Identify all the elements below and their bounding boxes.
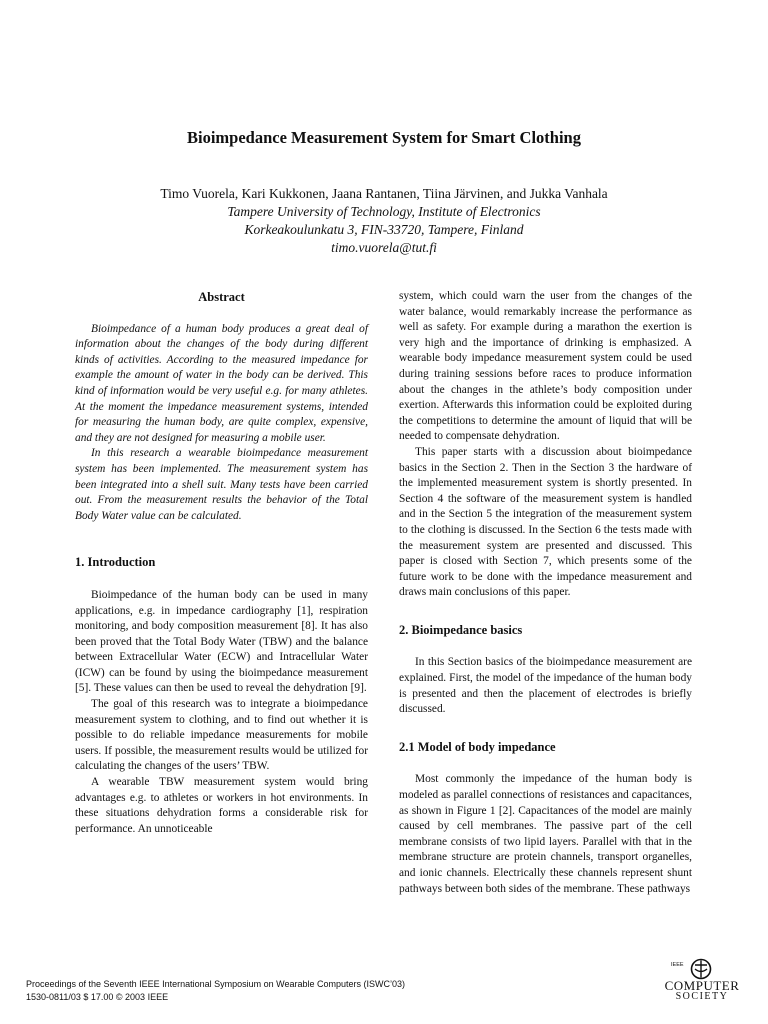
author-block <box>0 185 768 257</box>
section-2-heading: 2. Bioimpedance basics <box>399 622 523 637</box>
author-email: timo.vuorela@tut.fi <box>331 240 437 255</box>
ieee-mark: IEEE <box>671 962 684 968</box>
abstract-heading: Abstract <box>198 290 245 304</box>
section-2-1-heading: 2.1 Model of body impedance <box>399 739 556 754</box>
footer-copyright-line: 1530-0811/03 $ 17.00 © 2003 IEEE <box>26 992 169 1002</box>
proceedings-footer <box>26 978 405 1004</box>
intro-paragraph-1: Bioimpedance of the human body can be used in many applications, e.g. in impedance cardiography [1], respiration monitoring, and body composition measurement [8]. It has also been proved that the Total Body Water (TBW) and the balance between Extracellular Water (ECW) and Intracellular Water (ICW) can be found by using the bioimpedance measurement [5]. These values can then be used to reveal the dehydration [9]. <box>75 588 368 695</box>
section-2-1-paragraph: Most commonly the impedance of the human body is modeled as parallel connections of resistances and capacitances, as shown in Figure 1 [2]. Capacitances of the model are mainly caused by cell membranes. The passive part of the cell membrane consists of two lipid layers. Parallel with that in the membrane structure are protein channels, transport organelles, and ionic channels. Electrically these channels represent shunt pathways between both sides of the membrane. These pathways <box>399 773 692 895</box>
introduction-heading: 1. Introduction <box>75 555 156 570</box>
intro-paragraph-2: The goal of this research was to integrate a bioimpedance measurement system to clothing, and to find out whether it is possible to do reliable impedance measurements for mobile users. If possible, the measurement results would be utilized for calculating the changes of the users’ TBW. <box>75 698 368 773</box>
author-affiliation: Tampere University of Technology, Institute of Electronics <box>227 204 541 219</box>
intro-paragraph-3: A wearable TBW measurement system would bring advantages e.g. to athletes or workers in hot environments. In these situations dehydration forms a considerable risk for performance. An unnoticeable <box>75 776 368 835</box>
logo-computer-text: COMPUTER <box>664 978 740 993</box>
intro-paragraph-3-continued: system, which could warn the user from the changes of the water balance, would remarkably increase the performance as well as safety. For example during a marathon the exertion is very high and the importance of drinking is emphasized. A wearable body impedance measurement system could be used during training sessions before races to produce information about the changes in the athlete’s body composition under exertion. Afterwards this information could be exploited during the competitions to determine the amount of liquid that will be needed to compensate dehydration. <box>399 290 692 443</box>
abstract-paragraph-1: Bioimpedance of a human body produces a great deal of information about the changes of the body during different kinds of activities. According to the measured impedance for example the amount of water in the body can be derived. This kind of information would be very useful e.g. for many athletes. At the moment the impedance measurement systems, intended for measuring the human body, are quite complex, expensive, and they are not designed for measuring a mobile user. <box>75 322 368 444</box>
paper-title: Bioimpedance Measurement System for Smart Clothing <box>187 128 581 147</box>
section-2-paragraph: In this Section basics of the bioimpedance measurement are explained. First, the model of the impedance of the human body is presented and then the placement of electrodes is briefly discussed. <box>399 656 692 716</box>
author-address: Korkeakoulunkatu 3, FIN-33720, Tampere, Finland <box>244 222 524 237</box>
author-names: Timo Vuorela, Kari Kukkonen, Jaana Rantanen, Tiina Järvinen, and Jukka Vanhala <box>160 186 608 201</box>
left-column <box>75 290 368 837</box>
ieee-emblem-icon <box>657 958 747 980</box>
footer-proceedings-line: Proceedings of the Seventh IEEE International Symposium on Wearable Computers (ISWC’03) <box>26 979 406 989</box>
logo-society-text: SOCIETY <box>675 991 729 1002</box>
paper-outline-paragraph: This paper starts with a discussion about bioimpedance basics in the Section 2. Then in the Section 3 the hardware of the implemented measurement system is shortly presented. In Section 4 the software of the measurement system is handled and in the Section 5 the integration of the measurement system to the clothing is discussed. In the Section 6 the tests made with the measurement system are presented and discussed. This paper is closed with Section 7, which presents some of the future work to be done with the impedance measurement and draws main conclusions of this paper. <box>399 445 692 599</box>
abstract-paragraph-2: In this research a wearable bioimpedance measurement system has been implemented. The measurement system has been integrated into a shell suit. Many tests have been carried out. From the measurement results the behavior of the Total Body Water value can be calculated. <box>75 447 368 522</box>
right-column <box>399 289 692 897</box>
computer-society-logo <box>657 958 747 1006</box>
